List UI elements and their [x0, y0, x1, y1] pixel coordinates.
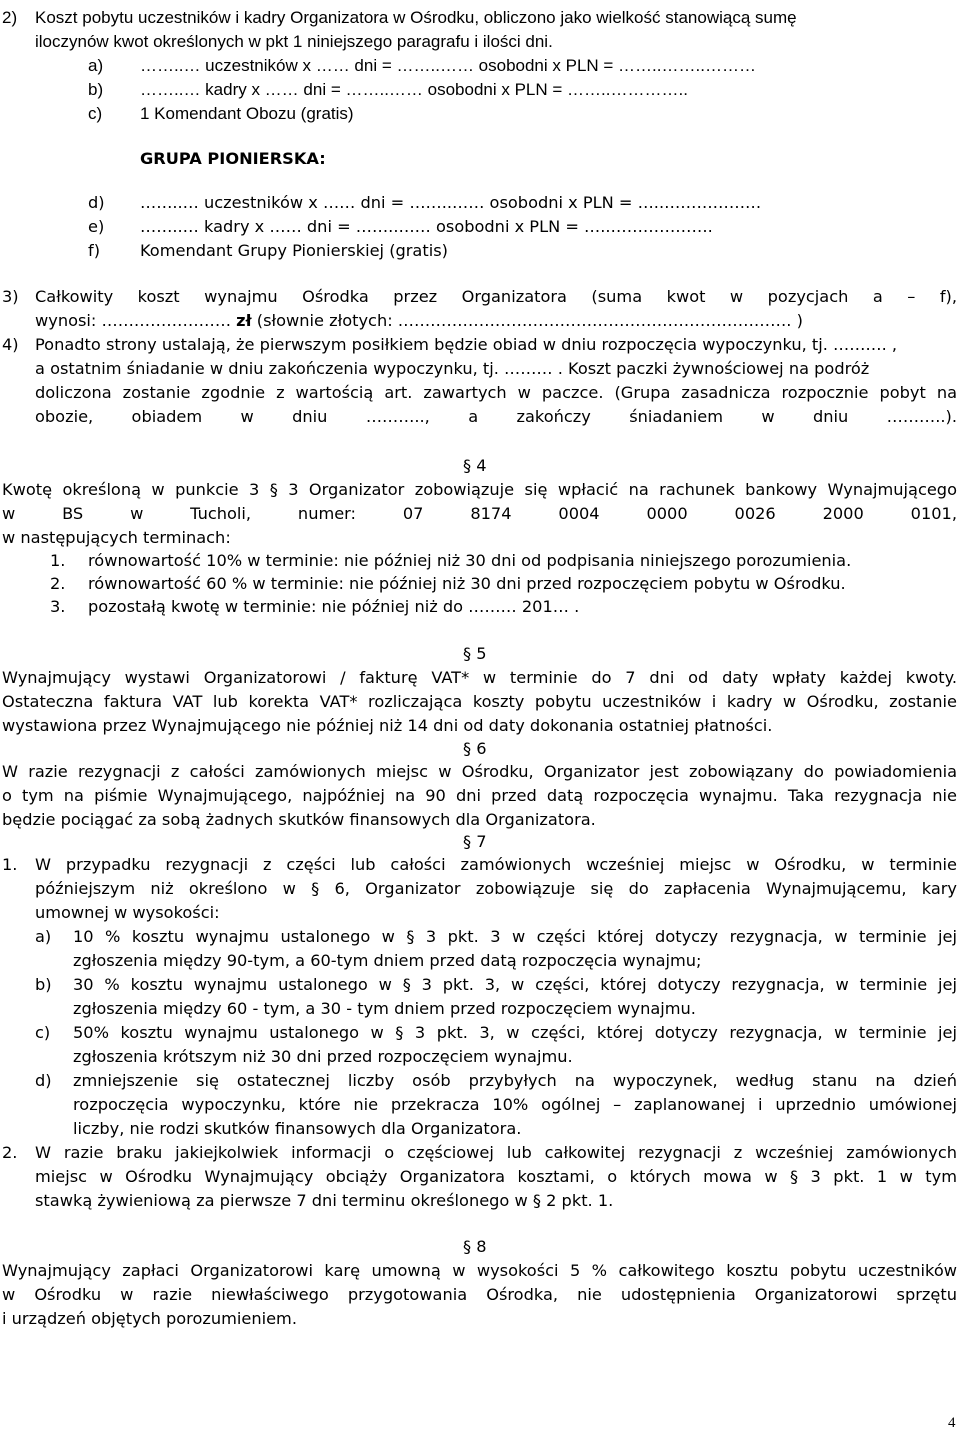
item-2-number: 2): [2, 8, 18, 27]
section-4-list-3-text: pozostałą kwotę w terminie: nie później niż do ……… 201… .: [88, 597, 580, 616]
item-2-line-2: iloczynów kwot określonych w pkt 1 niniejszego paragrafu i ilości dni.: [35, 32, 553, 51]
section-7-item-1-number: 1.: [2, 855, 18, 874]
item-d-text: ……..… uczestników x …… dni = ……..…… osobodni x PLN = …..………………: [140, 193, 762, 212]
section-7-sub-d-line-2: rozpoczęcia wypoczynku, które nie przekracza 10% ogólnej – zaplanowanej i uprzednio umówionej: [73, 1095, 957, 1114]
item-3-line-2: wynosi: …………………… zł (słownie złotych: ………………………………………………………………. ): [35, 311, 803, 330]
item-b-text: ……..… kadry x …… dni = ……..…… osobodni x PLN = ……..…………..: [140, 80, 688, 99]
section-7-sub-a-label: a): [35, 927, 52, 946]
section-4-line-1: Kwotę określoną w punkcie 3 § 3 Organizator zobowiązuje się wpłacić na rachunek bankowy Wynajmującego: [2, 480, 957, 499]
item-e-label: e): [88, 217, 105, 236]
item-4-line-2: a ostatnim śniadanie w dniu zakończenia wypoczynku, tj. ……… . Koszt paczki żywnościowej na podróż: [35, 359, 870, 378]
group-heading: GRUPA PIONIERSKA:: [140, 149, 326, 168]
item-e-text: ……..… kadry x …… dni = ……..…… osobodni x PLN = …..……………….: [140, 217, 713, 236]
item-a-label: a): [88, 56, 104, 75]
section-5-line-2: Ostateczna faktura VAT lub korekta VAT* rozliczająca koszty pobytu uczestników i kadry w Ośrodku, zostanie: [2, 692, 957, 711]
page-number: 4: [948, 1415, 956, 1431]
section-6-line-2: o tym na piśmie Wynajmującego, najpóźniej na 90 dni przed datą rozpoczęcia wynajmu. Taka rezygnacja nie: [2, 786, 957, 805]
section-4-heading: § 4: [463, 456, 487, 475]
section-4-list-2-number: 2.: [50, 574, 66, 593]
section-4-list-1-number: 1.: [50, 551, 66, 570]
section-7-heading: § 7: [463, 832, 487, 851]
section-7-sub-c-line-1: 50% kosztu wynajmu ustalonego w § 3 pkt. 3, w części, której dotyczy rezygnacja, w terminie jej: [73, 1023, 957, 1042]
section-8-line-3: i urządzeń objętych porozumieniem.: [2, 1309, 297, 1328]
item-3-number: 3): [2, 287, 19, 306]
item-c-text: 1 Komendant Obozu (gratis): [140, 104, 354, 123]
section-7-item-2-line-3: stawką żywieniową za pierwsze 7 dni terminu określonego w § 2 pkt. 1.: [35, 1191, 614, 1210]
section-7-item-2-line-2: miejsc w Ośrodku Wynajmujący obciąży Organizatora kosztami, o których mowa w § 3 pkt. 1 w tym: [35, 1167, 957, 1186]
item-c-label: c): [88, 104, 103, 123]
section-8-line-2: w Ośrodku w razie niewłaściwego przygotowania Ośrodka, nie udostępnienia Organizatorowi sprzętu: [2, 1285, 957, 1304]
item-4-line-3: doliczona zostanie zgodnie z wartością art. zawartych w paczce. (Grupa zasadnicza rozpocznie pobyt na: [35, 383, 957, 402]
section-4-line-3: w następujących terminach:: [2, 528, 231, 547]
section-5-heading: § 5: [463, 644, 487, 663]
section-7-item-1-line-3: umownej w wysokości:: [35, 903, 220, 922]
section-6-line-3: będzie pociągać za sobą żadnych skutków finansowych dla Organizatora.: [2, 810, 596, 829]
section-4-line-2: w BS w Tucholi, numer: 07 8174 0004 0000 0026 2000 0101,: [2, 504, 957, 523]
item-d-label: d): [88, 193, 105, 212]
section-6-line-1: W razie rezygnacji z całości zamówionych miejsc w Ośrodku, Organizator jest zobowiązany do powiadomienia: [2, 762, 957, 781]
section-7-item-1-line-2: późniejszym niż określono w § 6, Organizator zobowiązuje się do zapłacenia Wynajmującemu, kary: [35, 879, 957, 898]
section-7-sub-a-line-2: zgłoszenia między 90-tym, a 60-tym dniem przed datą rozpoczęcia wynajmu;: [73, 951, 702, 970]
section-6-heading: § 6: [463, 739, 487, 758]
section-8-heading: § 8: [463, 1237, 487, 1256]
section-5-line-3: wystawiona przez Wynajmującego nie później niż 14 dni od daty dokonania ostatniej płatności.: [2, 716, 773, 735]
section-5-line-1: Wynajmujący wystawi Organizatorowi / fakturę VAT* w terminie do 7 dni od daty wpłaty każdej kwoty.: [2, 668, 957, 687]
item-b-label: b): [88, 80, 104, 99]
item-a-text: ……..… uczestników x …… dni = ……..…… osobodni x PLN = ……..……..………: [140, 56, 756, 75]
section-7-item-2-number: 2.: [2, 1143, 18, 1162]
item-f-label: f): [88, 241, 101, 260]
item-3-line-1: Całkowity koszt wynajmu Ośrodka przez Organizatora (suma kwot w pozycjach a – f),: [35, 287, 957, 306]
item-4-line-1: Ponadto strony ustalają, że pierwszym posiłkiem będzie obiad w dniu rozpoczęcia wypoczynku, tj. ………. ,: [35, 335, 898, 354]
item-2-line-1: Koszt pobytu uczestników i kadry Organizatora w Ośrodku, obliczono jako wielkość stanowiącą sumę: [35, 8, 797, 27]
section-7-sub-d-line-1: zmniejszenie się ostatecznej liczby osób przybyłych na wypoczynek, według stanu na dzień: [73, 1071, 957, 1090]
section-4-list-1-text: równowartość 10% w terminie: nie później niż 30 dni od podpisania niniejszego porozumienia.: [88, 551, 852, 570]
section-7-sub-b-line-2: zgłoszenia między 60 - tym, a 30 - tym dniem przed rozpoczęciem wynajmu.: [73, 999, 696, 1018]
section-4-list-2-text: równowartość 60 % w terminie: nie później niż 30 dni przed rozpoczęciem pobytu w Ośrodku.: [88, 574, 846, 593]
section-7-sub-d-label: d): [35, 1071, 52, 1090]
section-7-sub-b-line-1: 30 % kosztu wynajmu ustalonego w § 3 pkt. 3, w części, której dotyczy rezygnacja, w terminie jej: [73, 975, 957, 994]
section-7-sub-c-line-2: zgłoszenia krótszym niż 30 dni przed rozpoczęciem wynajmu.: [73, 1047, 573, 1066]
section-7-sub-b-label: b): [35, 975, 52, 994]
section-7-sub-a-line-1: 10 % kosztu wynajmu ustalonego w § 3 pkt. 3 w części której dotyczy rezygnacja, w terminie jej: [73, 927, 957, 946]
section-7-sub-c-label: c): [35, 1023, 51, 1042]
item-4-line-4: obozie, obiadem w dniu ……….., a zakończy śniadaniem w dniu ………..).: [35, 407, 957, 426]
item-f-text: Komendant Grupy Pionierskiej (gratis): [140, 241, 448, 260]
item-4-number: 4): [2, 335, 19, 354]
section-7-sub-d-line-3: liczby, nie rodzi skutków finansowych dla Organizatora.: [73, 1119, 522, 1138]
section-7-item-1-line-1: W przypadku rezygnacji z części lub całości zamówionych wcześniej miejsc w Ośrodku, w terminie: [35, 855, 957, 874]
section-4-list-3-number: 3.: [50, 597, 66, 616]
section-8-line-1: Wynajmujący zapłaci Organizatorowi karę umowną w wysokości 5 % całkowitego kosztu pobytu uczestników: [2, 1261, 957, 1280]
section-7-item-2-line-1: W razie braku jakiejkolwiek informacji o częściowej lub całkowitej rezygnacji z wcześniej zamówionych: [35, 1143, 957, 1162]
